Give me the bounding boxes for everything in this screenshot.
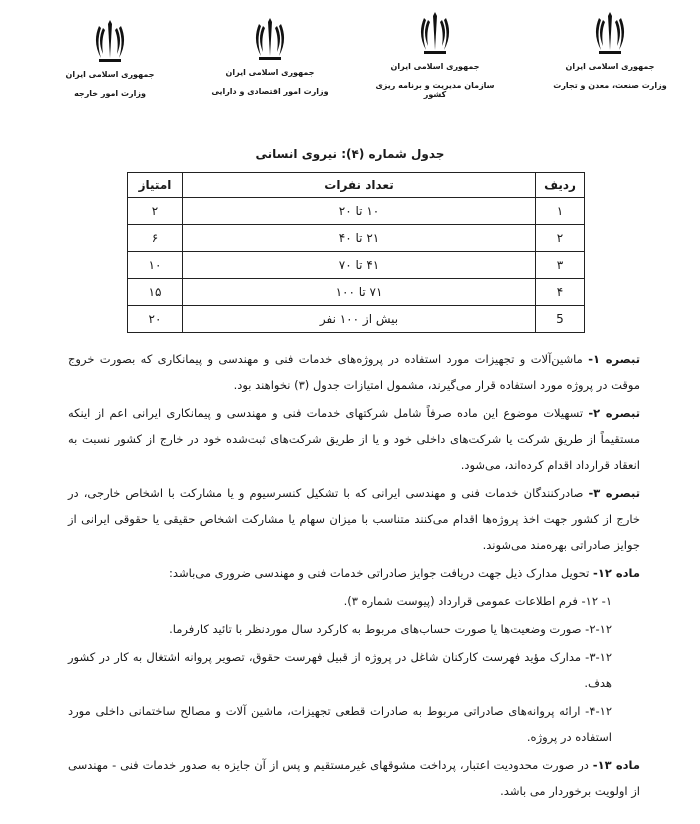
note-3-text: صادرکنندگان خدمات فنی و مهندسی ایرانی که با تشکیل کنسرسیوم و یا مشارکت با اشخاص خارجی، در خارج از کشور جهت اخذ پروژه‌ها اقدام می‌کنند متناسب با میزان سهام یا مشارکت اشخاص حقیقی یا حقوقی ایرانی از جوایز صادراتی بهره‌مند می‌شوند. xyxy=(68,486,640,552)
article-13 xyxy=(68,752,640,804)
cell-score: ۱۵ xyxy=(128,279,183,306)
article-13-label: ماده ۱۳- xyxy=(592,758,640,772)
article-12-item: ۳-۱۲- مدارک مؤید فهرست کارکنان شاغل در پروژه از قبیل فهرست حقوق، تصویر پروانه اشتغال به کار در کشور هدف. xyxy=(68,650,612,690)
cell-row-number: ۴ xyxy=(536,279,585,306)
col-header-score: امتیاز xyxy=(128,173,183,198)
emblem-economy xyxy=(210,16,330,96)
cell-staff-count: ۷۱ تا ۱۰۰ xyxy=(183,279,536,306)
article-12-item: ۴-۱۲- ارائه پروانه‌های صادراتی مربوط به صادرات قطعی تجهیزات، ماشین آلات و مصالح ساختمانی داخلی مورد استفاده در پروژه. xyxy=(68,704,612,744)
cell-row-number: 5 xyxy=(536,306,585,333)
article-12-text: تحویل مدارک ذیل جهت دریافت جوایز صادراتی خدمات فنی و مهندسی ضروری می‌باشد: xyxy=(169,566,590,580)
cell-score: ۶ xyxy=(128,225,183,252)
cell-staff-count: ۱۰ تا ۲۰ xyxy=(183,198,536,225)
note-3 xyxy=(68,480,640,558)
table-title: جدول شماره (۴): نیروی انسانی xyxy=(255,147,445,161)
header-emblems xyxy=(60,10,667,120)
article-13-text: در صورت محدودیت اعتبار، پرداخت مشوقهای غیرمستقیم و پس از آن جایزه به صدور خدمات فنی - مهندسی از اولویت برخوردار می باشد. xyxy=(68,758,640,798)
emblem-line2: وزارت امور خارجه xyxy=(74,89,146,98)
iran-emblem-icon xyxy=(593,10,627,56)
table-row xyxy=(128,225,585,252)
emblem-planning xyxy=(375,10,495,99)
note-2 xyxy=(68,400,640,478)
iran-emblem-icon xyxy=(418,10,452,56)
table-row xyxy=(128,252,585,279)
note-1-text: ماشین‌آلات و تجهیزات مورد استفاده در پروژه‌های خدمات فنی و مهندسی و پیمانکاری که بصورت خروج موقت در پروژه مورد استفاده قرار می‌گیرند، مشمول امتیازات جدول (۳) نخواهند بود. xyxy=(68,352,640,392)
iran-emblem-icon xyxy=(93,18,127,64)
iran-emblem-icon xyxy=(253,16,287,62)
note-2-label: تبصره ۲- xyxy=(588,406,641,420)
article-12-item: ۲-۱۲- صورت وضعیت‌ها یا صورت حساب‌های مربوط به کارکرد سال موردنظر با تائید کارفرما. xyxy=(169,622,612,636)
table-row xyxy=(128,306,585,333)
table-header-row xyxy=(128,173,585,198)
article-12-label: ماده ۱۲- xyxy=(593,566,640,580)
emblem-foreign-affairs xyxy=(50,18,170,98)
cell-row-number: ۳ xyxy=(536,252,585,279)
cell-staff-count: بیش از ۱۰۰ نفر xyxy=(183,306,536,333)
note-1-label: تبصره ۱- xyxy=(588,352,641,366)
emblem-line2: وزارت امور اقتصادی و دارایی xyxy=(211,87,329,96)
emblem-line1: جمهوری اسلامی ایران xyxy=(390,62,480,71)
emblem-line2: سازمان مدیریت و برنامه ریزی کشور xyxy=(375,81,495,99)
note-1 xyxy=(68,346,640,398)
table-row xyxy=(128,198,585,225)
cell-row-number: ۲ xyxy=(536,225,585,252)
note-3-label: تبصره ۳- xyxy=(588,486,641,500)
manpower-table xyxy=(127,172,585,333)
col-header-staff-count: تعداد نفرات xyxy=(183,173,536,198)
article-12-item: ۱- ۱۲- فرم اطلاعات عمومی قرارداد (پیوست شماره ۳). xyxy=(343,594,612,608)
col-header-row-number: ردیف xyxy=(536,173,585,198)
cell-staff-count: ۲۱ تا ۴۰ xyxy=(183,225,536,252)
cell-score: ۲ xyxy=(128,198,183,225)
emblem-line1: جمهوری اسلامی ایران xyxy=(225,68,315,77)
cell-row-number: ۱ xyxy=(536,198,585,225)
table-row xyxy=(128,279,585,306)
article-12 xyxy=(68,560,640,586)
document-body xyxy=(68,346,640,806)
note-2-text: تسهیلات موضوع این ماده صرفاً شامل شرکتهای خدمات فنی و مهندسی و پیمانکاری ایرانی اعم از اینکه مستقیماً از طریق شرکت یا شرکت‌های داخلی خود و یا از طریق شرکت‌های ثبت‌شده خود در خارج از کشور نسبت به انعقاد قرارداد اقدام کرده‌اند، می‌شود. xyxy=(68,406,640,472)
emblem-line1: جمهوری اسلامی ایران xyxy=(565,62,655,71)
emblem-line1: جمهوری اسلامی ایران xyxy=(65,70,155,79)
cell-staff-count: ۴۱ تا ۷۰ xyxy=(183,252,536,279)
emblem-commerce xyxy=(550,10,670,90)
cell-score: ۲۰ xyxy=(128,306,183,333)
emblem-line2: وزارت صنعت، معدن و تجارت xyxy=(553,81,667,90)
cell-score: ۱۰ xyxy=(128,252,183,279)
